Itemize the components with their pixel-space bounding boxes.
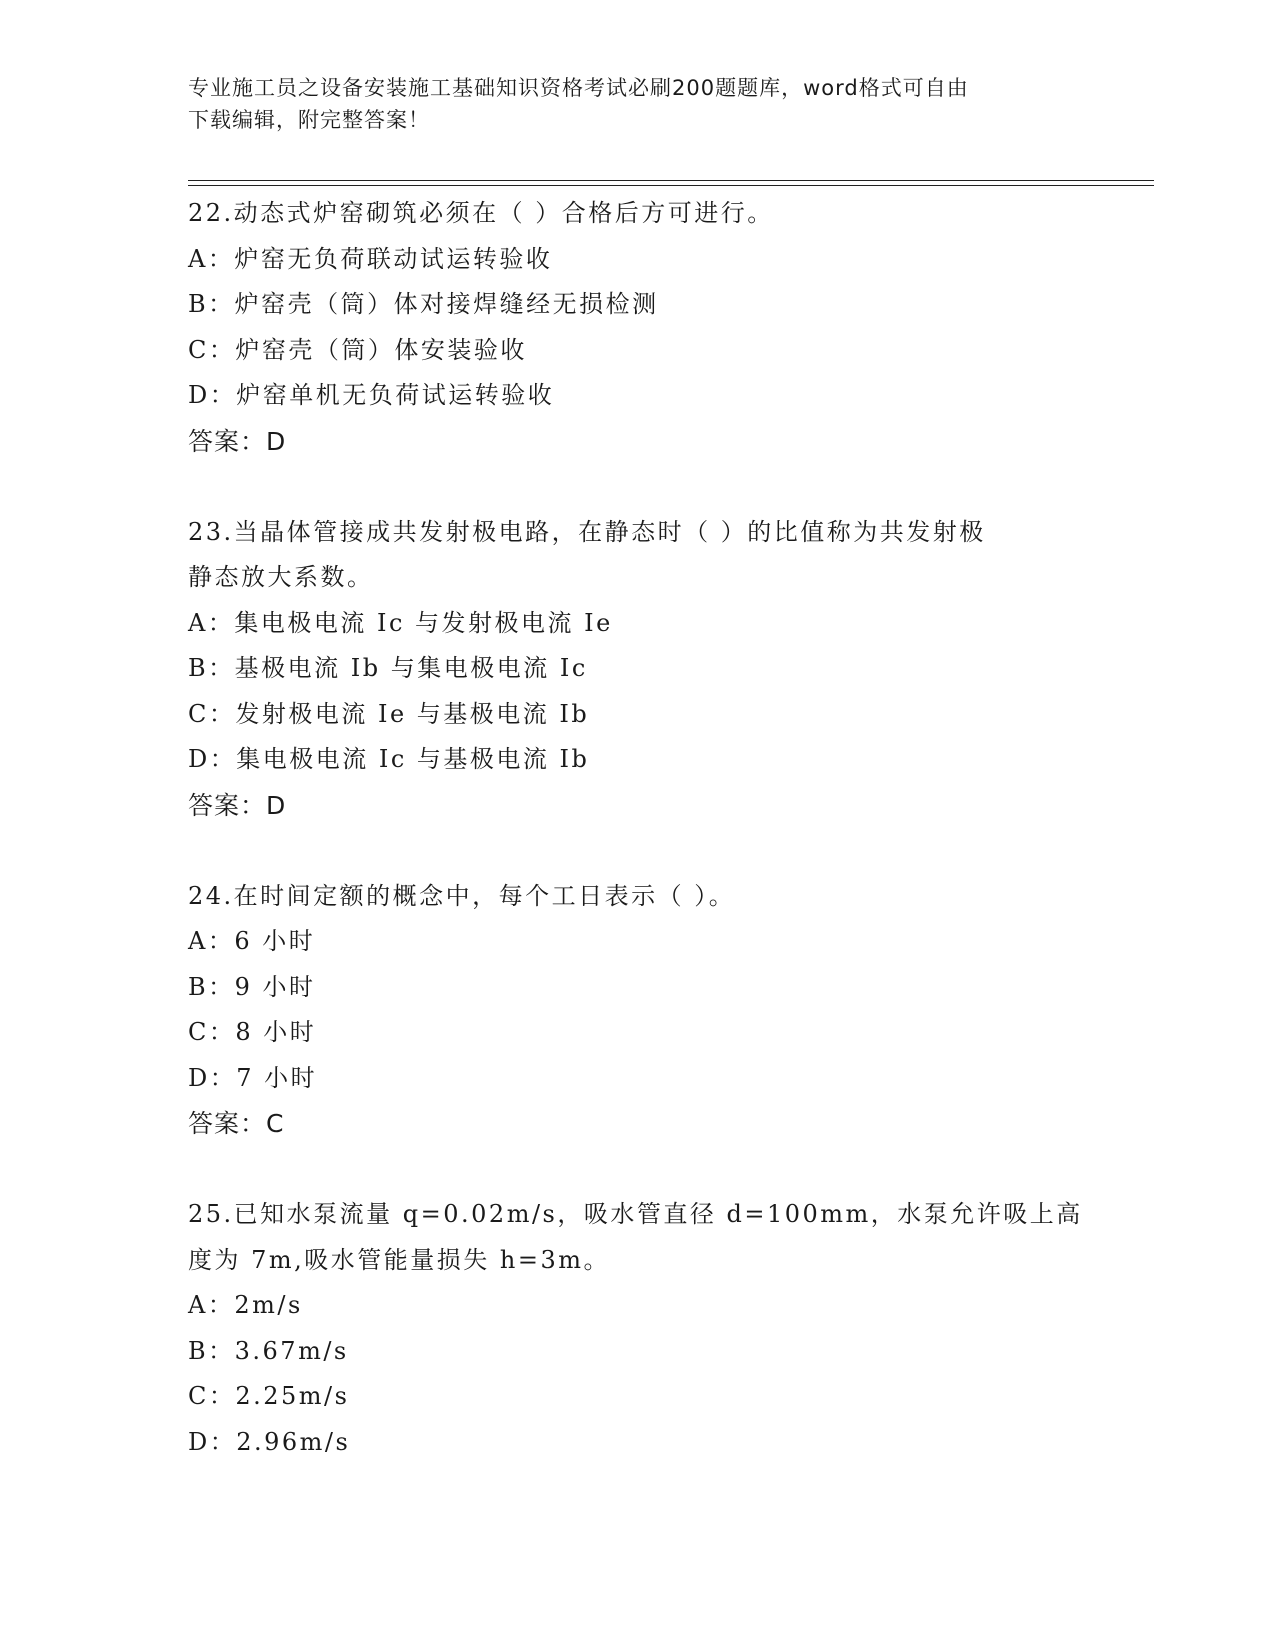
option-d: D：炉窑单机无负荷试运转验收: [188, 381, 555, 409]
option-c: C：发射极电流 Ie 与基极电流 Ib: [188, 699, 590, 728]
header-divider-bottom: [188, 185, 1154, 186]
option-d: D：7 小时: [188, 1063, 318, 1092]
header-divider-top: [188, 180, 1154, 181]
question-stem: 24.在时间定额的概念中，每个工日表示（ ）。: [188, 881, 736, 910]
spacer: [188, 1147, 1088, 1193]
header-line-2: 下载编辑，附完整答案！: [188, 108, 430, 132]
option-b: B：炉窑壳（筒）体对接焊缝经无损检测: [188, 290, 659, 318]
answer: 答案：D: [188, 790, 287, 820]
spacer: [188, 464, 1088, 510]
header-line-1: 专业施工员之设备安装施工基础知识资格考试必刷200题题库，word格式可自由: [188, 76, 969, 100]
question-25: [188, 1192, 1088, 1465]
option-a: A：集电极电流 Ic 与发射极电流 Ie: [188, 608, 613, 637]
option-a: A：炉窑无负荷联动试运转验收: [188, 244, 553, 273]
option-c: C：2.25m/s: [188, 1382, 350, 1410]
option-b: B：3.67m/s: [188, 1336, 349, 1365]
question-23: [188, 510, 1088, 829]
question-stem: 25.已知水泵流量 q=0.02m/s，吸水管直径 d=100mm，水泵允许吸上高: [188, 1200, 1083, 1228]
answer: 答案：D: [188, 426, 287, 456]
option-c: C：8 小时: [188, 1018, 317, 1046]
answer: 答案：C: [188, 1109, 285, 1138]
question-stem-continued: 静态放大系数。: [188, 563, 374, 591]
option-b: B：9 小时: [188, 972, 316, 1001]
option-a: A：6 小时: [188, 927, 316, 955]
document-header: [188, 72, 1068, 136]
option-a: A：2m/s: [188, 1291, 303, 1319]
question-list: [188, 191, 1088, 1465]
option-b: B：基极电流 Ib 与集电极电流 Ic: [188, 654, 588, 682]
spacer: [188, 828, 1088, 874]
option-d: D：集电极电流 Ic 与基极电流 Ib: [188, 745, 590, 773]
question-24: [188, 874, 1088, 1147]
question-stem: 22.动态式炉窑砌筑必须在（ ）合格后方可进行。: [188, 199, 774, 227]
question-stem: 23.当晶体管接成共发射极电路，在静态时（ ）的比值称为共发射极: [188, 517, 986, 546]
question-22: [188, 191, 1088, 464]
option-d: D：2.96m/s: [188, 1427, 351, 1456]
option-c: C：炉窑壳（筒）体安装验收: [188, 335, 527, 364]
question-stem-continued: 度为 7m,吸水管能量损失 h=3m。: [188, 1245, 611, 1274]
